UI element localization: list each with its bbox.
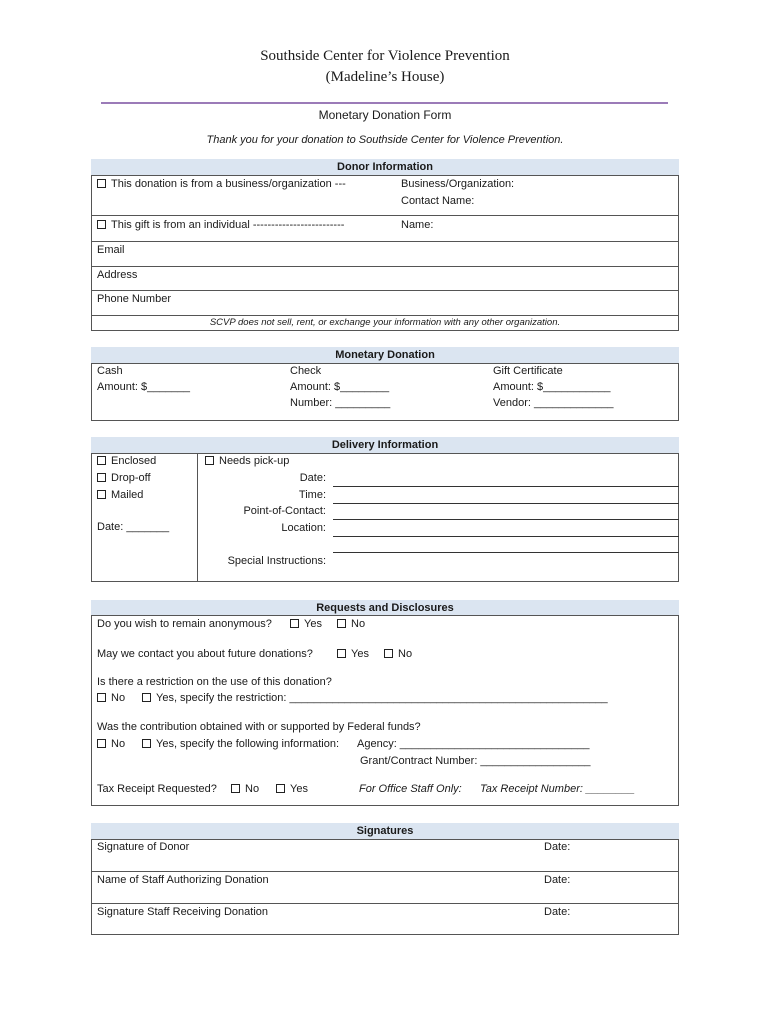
agency-field[interactable]: Agency: _______________________________ <box>357 738 590 750</box>
signatures-box <box>91 839 679 935</box>
divider <box>91 315 679 316</box>
checkbox-icon[interactable] <box>337 619 346 628</box>
location-label: Location: <box>281 522 326 534</box>
individual-check-label: This gift is from an individual ------------------------- <box>111 219 345 231</box>
contact-no-checkbox[interactable] <box>384 648 412 660</box>
checkbox-icon[interactable] <box>276 784 285 793</box>
restriction-question: Is there a restriction on the use of this donation? <box>97 676 332 688</box>
dropoff-checkbox[interactable] <box>97 472 151 484</box>
cash-label: Cash <box>97 365 123 377</box>
monetary-heading: Monetary Donation <box>91 347 679 363</box>
signatures-heading: Signatures <box>91 823 679 839</box>
business-checkbox[interactable] <box>97 178 346 190</box>
staff-authorizing-label: Name of Staff Authorizing Donation <box>97 874 269 886</box>
no-label: No <box>245 783 260 795</box>
requests-heading: Requests and Disclosures <box>91 600 679 616</box>
privacy-note: SCVP does not sell, rent, or exchange your information with any other organization. <box>209 317 561 328</box>
checkbox-icon[interactable] <box>384 649 393 658</box>
check-amount[interactable]: Amount: $________ <box>290 381 390 393</box>
tax-yes-checkbox[interactable] <box>276 783 308 795</box>
yes-label: Yes <box>351 648 369 660</box>
checkbox-icon[interactable] <box>231 784 240 793</box>
no-label: No <box>398 648 413 660</box>
individual-checkbox[interactable] <box>97 219 344 231</box>
restriction-no-checkbox[interactable] <box>97 692 125 704</box>
pickup-date-line[interactable] <box>333 486 679 487</box>
no-label: No <box>111 692 126 704</box>
needs-pickup-label: Needs pick-up <box>219 455 290 467</box>
form-title: Monetary Donation Form <box>318 108 452 122</box>
mailed-checkbox[interactable] <box>97 489 143 501</box>
delivery-heading: Delivery Information <box>91 437 679 453</box>
divider <box>91 215 679 216</box>
federal-no-checkbox[interactable] <box>97 738 125 750</box>
restriction-yes-label: Yes, specify the restriction: ____________________________________________________ <box>156 692 608 704</box>
special-instructions-label: Special Instructions: <box>227 555 326 567</box>
contact-question: May we contact you about future donations? <box>97 648 313 660</box>
delivery-divider <box>197 453 198 582</box>
poc-line[interactable] <box>333 519 679 520</box>
donor-signature-date: Date: <box>544 841 571 853</box>
anonymous-yes-checkbox[interactable] <box>290 618 322 630</box>
yes-label: Yes <box>290 783 308 795</box>
checkbox-icon[interactable] <box>205 456 214 465</box>
anonymous-question: Do you wish to remain anonymous? <box>97 618 272 630</box>
gift-certificate-label: Gift Certificate <box>493 365 563 377</box>
staff-authorizing-date: Date: <box>544 874 571 886</box>
address-label: Address <box>97 269 138 281</box>
header-rule <box>101 102 668 104</box>
donor-signature-label: Signature of Donor <box>97 841 190 853</box>
staff-receiving-label: Signature Staff Receiving Donation <box>97 906 269 918</box>
checkbox-icon[interactable] <box>97 456 106 465</box>
phone-label: Phone Number <box>97 293 171 305</box>
business-org-label: Business/Organization: <box>401 178 515 190</box>
donor-info-heading: Donor Information <box>91 159 679 175</box>
pickup-time-label: Time: <box>298 489 326 501</box>
federal-question: Was the contribution obtained with or supported by Federal funds? <box>97 721 421 733</box>
checkbox-icon[interactable] <box>97 179 106 188</box>
restriction-yes-checkbox[interactable] <box>142 692 608 704</box>
divider <box>91 903 679 904</box>
needs-pickup-checkbox[interactable] <box>205 455 289 467</box>
dropoff-label: Drop-off <box>111 472 151 484</box>
tax-no-checkbox[interactable] <box>231 783 259 795</box>
delivery-box <box>91 453 679 582</box>
delivery-date-left[interactable]: Date: _______ <box>97 521 170 533</box>
checkbox-icon[interactable] <box>142 693 151 702</box>
tax-receipt-number[interactable]: Tax Receipt Number: ________ <box>480 783 635 795</box>
special-instructions-line[interactable] <box>333 552 679 553</box>
thank-you-note: Thank you for your donation to Southside Center for Violence Prevention. <box>206 134 564 146</box>
gift-vendor[interactable]: Vendor: _____________ <box>493 397 614 409</box>
anonymous-no-checkbox[interactable] <box>337 618 365 630</box>
tax-receipt-question: Tax Receipt Requested? <box>97 783 217 795</box>
requests-box <box>91 615 679 806</box>
check-number[interactable]: Number: _________ <box>290 397 391 409</box>
check-label: Check <box>290 365 322 377</box>
contact-yes-checkbox[interactable] <box>337 648 369 660</box>
checkbox-icon[interactable] <box>97 473 106 482</box>
grant-number-field[interactable]: Grant/Contract Number: __________________ <box>360 755 591 767</box>
enclosed-checkbox[interactable] <box>97 455 156 467</box>
email-label: Email <box>97 244 125 256</box>
checkbox-icon[interactable] <box>97 490 106 499</box>
checkbox-icon[interactable] <box>337 649 346 658</box>
checkbox-icon[interactable] <box>290 619 299 628</box>
donor-info-box <box>91 175 679 331</box>
house-name: (Madeline’s House) <box>325 69 445 85</box>
divider <box>91 290 679 291</box>
poc-label: Point-of-Contact: <box>243 505 326 517</box>
business-check-label: This donation is from a business/organization --- <box>111 178 346 190</box>
org-name: Southside Center for Violence Prevention <box>260 48 510 64</box>
checkbox-icon[interactable] <box>97 739 106 748</box>
no-label: No <box>351 618 366 630</box>
gift-amount[interactable]: Amount: $___________ <box>493 381 611 393</box>
yes-label: Yes <box>304 618 322 630</box>
federal-yes-label: Yes, specify the following information: <box>156 738 340 750</box>
pickup-date-label: Date: <box>299 472 326 484</box>
checkbox-icon[interactable] <box>97 220 106 229</box>
no-label: No <box>111 738 126 750</box>
divider <box>91 871 679 872</box>
divider <box>91 266 679 267</box>
contact-name-label: Contact Name: <box>401 195 475 207</box>
cash-amount[interactable]: Amount: $_______ <box>97 381 190 393</box>
divider <box>91 241 679 242</box>
pickup-time-line[interactable] <box>333 503 679 504</box>
checkbox-icon[interactable] <box>142 739 151 748</box>
name-label: Name: <box>401 219 434 231</box>
checkbox-icon[interactable] <box>97 693 106 702</box>
staff-receiving-date: Date: <box>544 906 571 918</box>
enclosed-label: Enclosed <box>111 455 157 467</box>
location-line[interactable] <box>333 536 679 537</box>
mailed-label: Mailed <box>111 489 144 501</box>
office-only-label: For Office Staff Only: <box>359 783 462 795</box>
federal-yes-checkbox[interactable] <box>142 738 339 750</box>
